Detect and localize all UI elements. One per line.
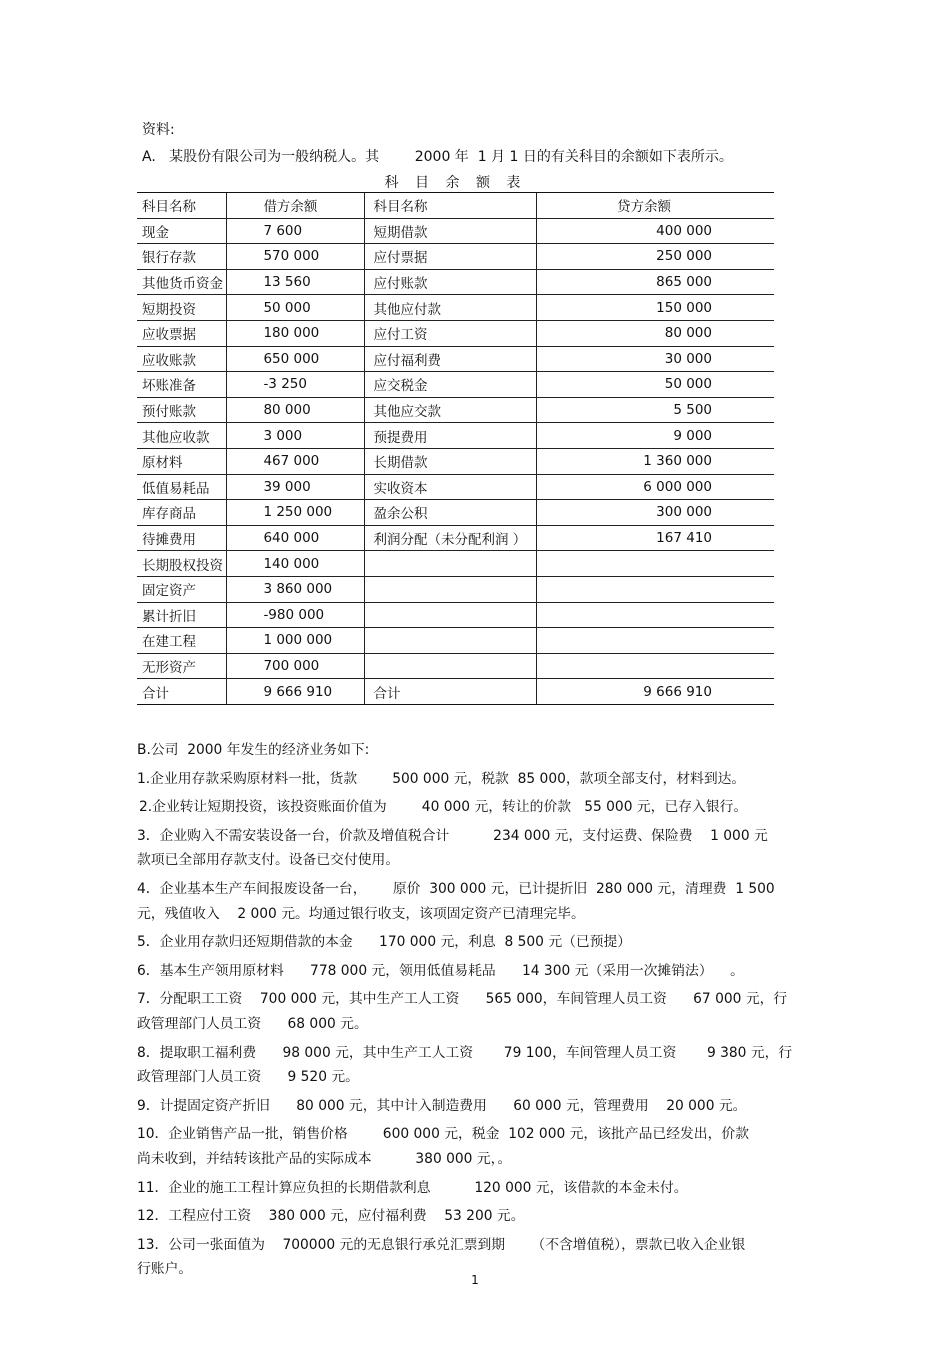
table-cell: 400 000 [537,218,775,244]
table-cell [365,576,537,602]
table-cell: 盈余公积 [365,500,537,526]
material-label: 资料: [142,122,175,138]
table-cell: 原材料 [137,448,227,474]
table-cell: 13 560 [227,269,365,295]
table-cell: 应交税金 [365,372,537,398]
table-cell: 1 000 000 [227,628,365,654]
table-cell [365,551,537,577]
table-cell: 250 000 [537,244,775,270]
table-cell: 在建工程 [137,628,227,654]
table-row [137,628,774,654]
table-cell: 9 666 910 [227,679,365,705]
table-cell: 应付账款 [365,269,537,295]
table-cell: 应付工资 [365,320,537,346]
transaction-item: 3．企业购入不需安装设备一台，价款及增值税合计 234 000 元，支付运费、保险费 1 000 元 款项已全部用存款支付。设备已交付使用。 [137,827,768,869]
table-cell [537,576,775,602]
table-cell: 固定资产 [137,576,227,602]
table-cell: 650 000 [227,346,365,372]
table-row [137,500,774,526]
table-row [137,397,774,423]
table-row [137,423,774,449]
table-cell: 短期借款 [365,218,537,244]
table-header-cell: 科目名称 [365,193,537,219]
table-cell [537,551,775,577]
table-row [137,679,774,705]
table-cell: 80 000 [227,397,365,423]
table-row [137,551,774,577]
table-row [137,576,774,602]
table-cell: 应收账款 [137,346,227,372]
table-cell: 9 000 [537,423,775,449]
table-cell: 9 666 910 [537,679,775,705]
table-row [137,525,774,551]
table-row [137,244,774,270]
table-cell: 30 000 [537,346,775,372]
table-cell [365,602,537,628]
table-cell: 短期投资 [137,295,227,321]
table-cell: 180 000 [227,320,365,346]
table-row [137,448,774,474]
transaction-item: 8．提取职工福利费 98 000 元，其中生产工人工资 79 100，车间管理人员工资 9 380 元，行 政管理部门人员工资 9 520 元。 [137,1044,793,1086]
table-cell: 6 000 000 [537,474,775,500]
transaction-item: 4．企业基本生产车间报废设备一台， 原价 300 000 元，已计提折旧 280 000 元，清理费 1 500 元，残值收入 2 000 元。均通过银行收支，该项固定资产已清理完毕。 [137,880,775,922]
table-cell: 1 250 000 [227,500,365,526]
table-cell: 865 000 [537,269,775,295]
transaction-item: 5．企业用存款归还短期借款的本金 170 000 元，利息 8 500 元（已预提） [137,934,632,951]
table-cell: 待摊费用 [137,525,227,551]
table-row [137,474,774,500]
table-cell [537,602,775,628]
table-cell: 其他应交款 [365,397,537,423]
section-b-heading: B.公司 2000 年发生的经济业务如下: [137,742,370,758]
transaction-item: 11．企业的施工工程计算应负担的长期借款利息 120 000 元，该借款的本金未付。 [137,1179,688,1196]
table-cell: 50 000 [537,372,775,398]
table-row [137,653,774,679]
table-cell: 库存商品 [137,500,227,526]
table-cell [365,628,537,654]
table-cell: 坏账准备 [137,372,227,398]
transaction-item: 6．基本生产领用原材料 778 000 元，领用低值易耗品 14 300 元（采用一次摊销法） 。 [137,962,744,979]
table-cell: 7 600 [227,218,365,244]
table-header-cell: 贷方余额 [537,193,775,219]
transaction-item: 13．公司一张面值为 700000 元的无息银行承兑汇票到期 （不含增值税），票款已收入企业银 行账户。 [137,1236,746,1278]
table-cell: 167 410 [537,525,775,551]
table-title: 科 目 余 额 表 [384,175,527,191]
table-cell: 现金 [137,218,227,244]
transaction-item: 12．工程应付工资 380 000 元，应付福利费 53 200 元。 [137,1208,525,1225]
intro-paragraph-a: A. 某股份有限公司为一般纳税人。其 2000 年 1 月 1 日的有关科目的余额如下表所示。 [142,149,733,165]
table-row [137,269,774,295]
page-number: 1 [471,1273,479,1287]
table-cell: 5 500 [537,397,775,423]
table-cell: 700 000 [227,653,365,679]
transaction-item: 2.企业转让短期投资，该投资账面价值为 40 000 元，转让的价款 55 000 元，已存入银行。 [139,799,748,816]
transaction-item: 10．企业销售产品一批，销售价格 600 000 元，税金 102 000 元，该批产品已经发出，价款 尚未收到，并结转该批产品的实际成本 380 000 元，。 [137,1126,749,1167]
table-cell: 其他应付款 [365,295,537,321]
table-cell: 39 000 [227,474,365,500]
table-cell: 长期借款 [365,448,537,474]
table-cell: 累计折旧 [137,602,227,628]
table-cell: 其他应收款 [137,423,227,449]
table-header-cell: 借方余额 [227,193,365,219]
table-cell: 140 000 [227,551,365,577]
table-cell: 合计 [137,679,227,705]
table-cell: 570 000 [227,244,365,270]
table-row [137,320,774,346]
table-cell: 其他货币资金 [137,269,227,295]
transaction-item: 9．计提固定资产折旧 80 000 元，其中计入制造费用 60 000 元，管理费用 20 000 元。 [137,1097,747,1114]
table-row [137,295,774,321]
table-cell: 应收票据 [137,320,227,346]
table-row [137,346,774,372]
section-b [137,738,817,1282]
table-cell: 应付票据 [365,244,537,270]
table-cell: 预提费用 [365,423,537,449]
table-cell: 50 000 [227,295,365,321]
table-cell [365,653,537,679]
table-row [137,218,774,244]
table-cell: 长期股权投资 [137,551,227,577]
table-cell: 银行存款 [137,244,227,270]
table-cell: 合计 [365,679,537,705]
table-cell: 150 000 [537,295,775,321]
table-row [137,602,774,628]
table-cell: 80 000 [537,320,775,346]
table-cell: 300 000 [537,500,775,526]
table-cell: 无形资产 [137,653,227,679]
balance-table [137,192,774,705]
table-cell: 3 000 [227,423,365,449]
table-cell: 实收资本 [365,474,537,500]
table-cell [537,653,775,679]
table-header-row [137,193,774,219]
table-cell: 3 860 000 [227,576,365,602]
transaction-item: 7．分配职工工资 700 000 元，其中生产工人工资 565 000，车间管理人员工资 67 000 元，行 政管理部门人员工资 68 000 元。 [137,991,788,1032]
table-cell: 1 360 000 [537,448,775,474]
transaction-item: 1.企业用存款采购原材料一批，货款 500 000 元，税款 85 000，款项全部支付，材料到达。 [137,770,746,787]
table-cell: 低值易耗品 [137,474,227,500]
table-cell: -3 250 [227,372,365,398]
table-cell: 467 000 [227,448,365,474]
transaction-list [137,767,817,1282]
table-cell: 利润分配（未分配利润 ） [365,525,537,551]
table-row [137,372,774,398]
table-cell: 预付账款 [137,397,227,423]
table-cell [537,628,775,654]
table-cell: 640 000 [227,525,365,551]
table-cell: 应付福利费 [365,346,537,372]
table-cell: -980 000 [227,602,365,628]
table-header-cell: 科目名称 [137,193,227,219]
